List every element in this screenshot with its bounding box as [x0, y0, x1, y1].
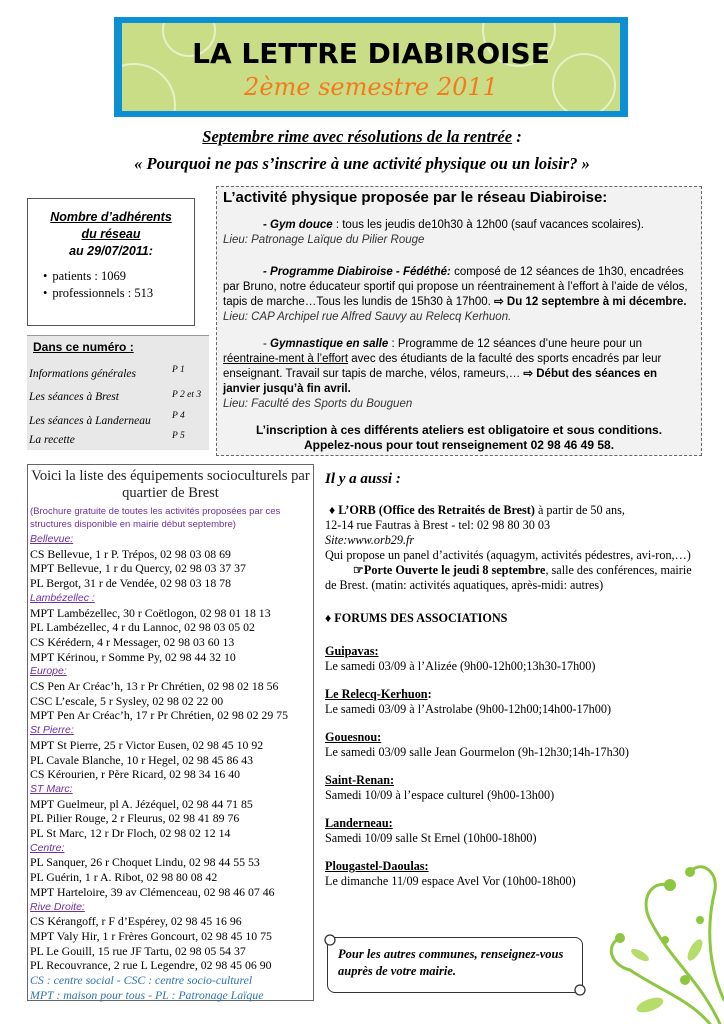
contents-page: P 5	[172, 431, 185, 441]
contents-row	[29, 431, 207, 446]
list-item: MPT Harteloire, 39 av Clémenceau, 02 98 46 07 46	[30, 884, 275, 899]
list-item: PL St Marc, 12 r Dr Floch, 02 98 02 12 14	[30, 826, 231, 841]
section-heading: Centre:	[30, 841, 65, 854]
activities-footer	[217, 423, 701, 453]
adherents-title-2: du réseau	[81, 227, 141, 241]
section-heading: Rive Droite:	[30, 900, 85, 913]
section-heading: Lambézellec :	[30, 591, 95, 604]
contents-row	[29, 411, 207, 427]
adherents-list	[43, 268, 194, 302]
headline-line-1	[0, 127, 724, 147]
activity-gym-salle	[223, 337, 693, 412]
orb-block	[325, 503, 705, 518]
forum-detail: Le samedi 03/09 à l’Astrolabe (9h00-12h00;14h00-17h00)	[325, 702, 612, 716]
list-item: CS Kérangoff, r F d’Espérey, 02 98 45 16 96	[30, 914, 242, 929]
scroll-curl-icon	[322, 932, 338, 948]
forum-city: Saint-Renan:	[325, 773, 395, 787]
contents-row	[29, 391, 207, 403]
forum-city-suffix: :	[427, 687, 432, 701]
forum-detail: Le samedi 03/09 à l’Alizée (9h00-12h00;13h30-17h00)	[325, 659, 596, 673]
scroll-curl-icon	[572, 982, 588, 998]
list-item: MPT St Pierre, 25 r Victor Eusen, 02 98 45 10 92	[30, 737, 264, 752]
forum-city: Guipavas:	[325, 644, 379, 658]
forum-detail: Samedi 10/09 salle St Ernel (10h00-18h00)	[325, 831, 537, 845]
header-banner	[114, 17, 628, 117]
section-heading: Bellevue:	[30, 533, 74, 545]
list-item: MPT Valy Hir, 1 r Frères Goncourt, 02 98 45 10 75	[30, 928, 272, 943]
list-item: • professionnels : 513	[43, 285, 194, 302]
equipements-note: (Brochure gratuite de toutes les activités proposées par ces structures disponible en mairie début septembre)	[30, 506, 281, 530]
activity-label: Gymnastique en salle	[270, 338, 389, 350]
list-item: CS Kérédern, 4 r Messager, 02 98 03 60 13	[30, 634, 235, 649]
contents-label: La recette	[29, 434, 75, 446]
activity-text: : Programme de 12 séances d’une heure pour un	[388, 338, 643, 350]
orb-address: 12-14 rue Fautras à Brest - tel: 02 98 80 30 03	[325, 518, 551, 532]
list-item: PL Guérin, 1 r A. Ribot, 02 98 80 08 42	[30, 870, 218, 885]
activity-label: - Gym douce	[263, 219, 333, 231]
activity-lieu: Lieu: Patronage Laïque du Pilier Rouge	[223, 234, 425, 246]
contents-title: Dans ce numéro :	[33, 340, 134, 354]
list-item: PL Sanquer, 26 r Choquet Lindu, 02 98 44 55 53	[30, 855, 260, 870]
list-item: • patients : 1069	[43, 268, 194, 285]
contents-label: Les séances à Landerneau	[29, 415, 151, 427]
contents-label: Les séances à Brest	[29, 391, 119, 403]
list-item: PL Lambézellec, 4 r du Lannoc, 02 98 03 05 02	[30, 620, 255, 635]
contents-page: P 1	[172, 365, 185, 375]
forum-city: Landerneau:	[325, 816, 393, 830]
list-item: MPT Pen Ar Créac’h, 17 r Pr Chrétien, 02 98 02 29 75	[30, 708, 288, 723]
section-heading: St Pierre:	[30, 724, 74, 737]
banner-panel	[122, 23, 620, 111]
equipements-list	[30, 532, 313, 1003]
newsletter-subtitle: 2ème semestre 2011	[244, 73, 498, 101]
list-item: CSC L’escale, 5 r Sysley, 02 98 02 22 00	[30, 693, 224, 708]
activity-text: composé de 12 séances de 1h30, encadrées par Bruno, notre éducateur sportif qui propose un réentrainement à l’effort à l’aide de vélos, tapis de marche…Tous les lundis de 15h30 à 17h00.	[223, 266, 688, 308]
porte-ouverte-date: ☞Porte Ouverte le jeudi 8 septembre	[353, 563, 546, 577]
headline-line-2: « Pourquoi ne pas s’inscrire à une activité physique ou un loisir? »	[134, 154, 590, 173]
activities-title: L’activité physique proposée par le réseau Diabiroise:	[223, 189, 608, 206]
orb-description: Qui propose un panel d’activités (aquagym, activités pédestres, avi-ron,…)	[325, 548, 691, 562]
list-item: MPT Bellevue, 1 r du Quercy, 02 98 03 37 37	[30, 561, 246, 576]
aussi-title: Il y a aussi :	[325, 471, 401, 487]
adherents-title: Nombre d’adhérents	[50, 210, 172, 224]
activities-footer-line-2: Appelez-nous pour tout renseignement 02 98 46 49 58.	[303, 438, 615, 452]
activity-prefix: -	[263, 338, 271, 350]
activity-underlined: réentraine-ment à l’effort	[223, 353, 349, 365]
forum-city: Plougastel-Daoulas:	[325, 859, 429, 873]
contents-row	[29, 365, 207, 380]
orb-age: à partir de 50 ans,	[534, 503, 625, 517]
list-item: CS Pen Ar Créac’h, 13 r Pr Chrétien, 02 98 02 18 56	[30, 679, 279, 694]
list-item: PL Le Gouill, 15 rue JF Tartu, 02 98 05 54 37	[30, 943, 246, 958]
newsletter-title: LA LETTRE DIABIROISE	[192, 37, 550, 70]
activity-programme	[223, 265, 693, 325]
activity-lieu: Lieu: CAP Archipel rue Alfred Sauvy au Relecq Kerhuon.	[223, 311, 512, 323]
activity-text-2: avec des étudiants de la faculté des sports encadrés par leur enseignant. Travail sur tapis de marche, vélos, rameurs,…	[223, 353, 662, 380]
activities-box	[216, 186, 702, 456]
orb-porte-ouverte	[325, 563, 705, 593]
list-item: PL Pilier Rouge, 2 r Fleurus, 02 98 41 89 76	[30, 811, 240, 826]
list-item: MPT Guelmeur, pl A. Jézéquel, 02 98 44 71 85	[30, 796, 253, 811]
contents-label: Informations générales	[29, 368, 137, 380]
equipements-title: Voici la liste des équipements socioculturels par quartier de Brest	[31, 468, 310, 501]
right-column	[325, 472, 705, 889]
scroll-text: Pour les autres communes, renseignez-vous auprès de votre mairie.	[338, 947, 564, 978]
section-heading: ST Marc:	[30, 782, 73, 795]
list-item: CS Bellevue, 1 r P. Trépos, 02 98 03 08 69	[30, 546, 231, 561]
forum-detail: Le samedi 03/09 salle Jean Gourmelon (9h-12h30;14h-17h30)	[325, 745, 629, 759]
activity-gym-douce	[223, 218, 693, 248]
adherents-box	[27, 198, 195, 326]
legend-line: MPT : maison pour tous - PL : Patronage Laïque	[30, 987, 264, 1002]
legend-line: CS : centre social - CSC : centre socio-culturel	[30, 973, 253, 988]
list-item: PL Bergot, 31 r de Vendée, 02 98 03 18 78	[30, 576, 231, 591]
forums-title: ♦ FORUMS DES ASSOCIATIONS	[325, 611, 508, 625]
info-scroll	[327, 937, 583, 993]
activity-highlight: ⇨ Du 12 septembre à mi décembre.	[494, 296, 687, 308]
forum-detail: Samedi 10/09 à l’espace culturel (9h00-13h00)	[325, 788, 555, 802]
activities-footer-line-1: L’inscription à ces différents ateliers est obligatoire et sous conditions.	[255, 423, 663, 437]
orb-name: ♦ L’ORB (Office des Retraités de Brest)	[329, 503, 535, 517]
list-item: PL Recouvrance, 2 rue L Legendre, 02 98 45 06 90	[30, 958, 272, 973]
forum-city: Le Relecq-Kerhuon	[325, 687, 428, 701]
section-heading: Europe:	[30, 665, 67, 678]
list-item: MPT Lambézellec, 30 r Coëtlogon, 02 98 01 18 13	[30, 605, 271, 620]
equipements-box	[27, 464, 314, 1001]
list-item: CS Kérourien, r Père Ricard, 02 98 34 16 40	[30, 767, 241, 782]
adherents-date: au 29/07/2011:	[69, 244, 153, 258]
contents-box	[27, 335, 209, 450]
forum-detail: Le dimanche 11/09 espace Avel Vor (10h00-18h00)	[325, 874, 576, 888]
activity-highlight: ⇨ Début des séances en janvier jusqu’à fin avril.	[223, 368, 658, 395]
activity-lieu: Lieu: Faculté des Sports du Bouguen	[223, 398, 413, 410]
contents-page: P 4	[172, 411, 185, 421]
contents-page: P 2 et 3	[172, 390, 202, 400]
list-item: MPT Kérinou, r Somme Py, 02 98 44 32 10	[30, 649, 236, 664]
headline-colon: :	[512, 127, 522, 146]
forum-city: Gouesnou:	[325, 730, 382, 744]
porte-ouverte-detail: , salle des conférences, mairie de Brest. (matin: activités aquatiques, après-midi: autres)	[325, 563, 692, 592]
activity-label: - Programme Diabiroise - Fédéthé:	[263, 266, 451, 278]
activity-text: : tous les jeudis de10h30 à 12h00 (sauf vacances scolaires).	[332, 219, 644, 231]
orb-site: Site:www.orb29.fr	[325, 533, 415, 547]
headline-main: Septembre rime avec résolutions de la rentrée	[202, 127, 513, 146]
list-item: PL Cavale Blanche, 10 r Hegel, 02 98 45 86 43	[30, 752, 254, 767]
